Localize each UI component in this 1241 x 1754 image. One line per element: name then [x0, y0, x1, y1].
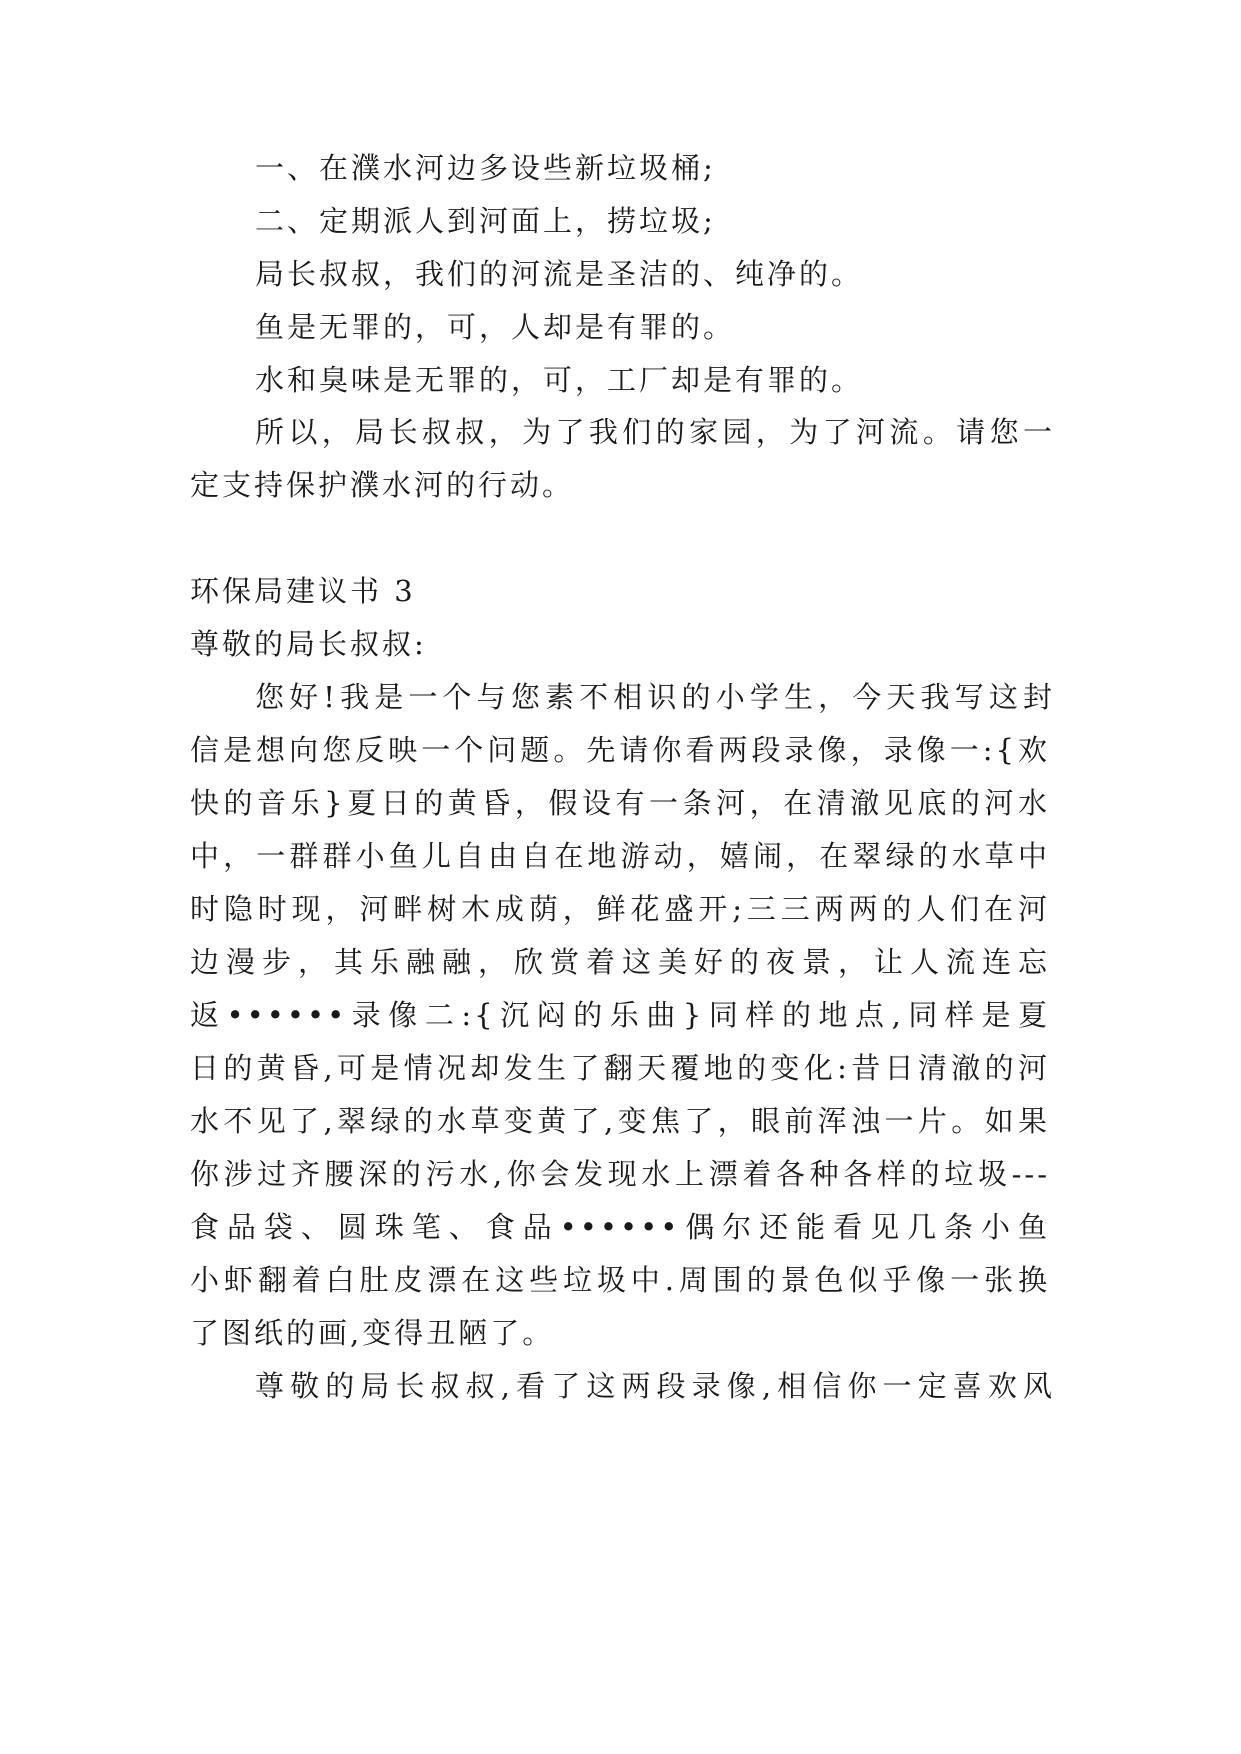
paragraph-fish: 鱼是无罪的，可，人却是有罪的。 [255, 310, 736, 344]
body-line: 返••••••录像二:{沉闷的乐曲}同样的地点,同样是夏 [190, 998, 1050, 1032]
list-item-2: 二、定期派人到河面上，捞垃圾; [255, 204, 716, 238]
last-line: 尊敬的局长叔叔,看了这两段录像,相信你一定喜欢风 [255, 1369, 1055, 1403]
body-line: 日的黄昏,可是情况却发生了翻天覆地的变化:昔日清澈的河 [190, 1051, 1050, 1085]
list-item-1: 一、在濮水河边多设些新垃圾桶; [255, 151, 716, 185]
body-line: 边漫步，其乐融融，欣赏着这美好的夜景，让人流连忘 [190, 945, 1050, 979]
body-line: 食品袋、圆珠笔、食品••••••偶尔还能看见几条小鱼 [190, 1210, 1050, 1244]
paragraph-river: 局长叔叔，我们的河流是圣洁的、纯净的。 [255, 257, 864, 291]
body-line: 中，一群群小鱼儿自由自在地游动，嬉闹，在翠绿的水草中 [190, 839, 1050, 873]
body-line: 小虾翻着白肚皮漂在这些垃圾中.周围的景色似乎像一张换 [190, 1263, 1050, 1297]
salutation: 尊敬的局长叔叔: [190, 627, 427, 661]
closing-line-1: 所以，局长叔叔，为了我们的家园，为了河流。请您一 [255, 415, 1055, 449]
body-line: 信是想向您反映一个问题。先请你看两段录像，录像一:{欢 [190, 733, 1050, 767]
body-line: 了图纸的画,变得丑陋了。 [190, 1316, 555, 1350]
closing-line-2: 定支持保护濮水河的行动。 [190, 468, 575, 502]
body-line: 水不见了,翠绿的水草变黄了,变焦了，眼前浑浊一片。如果 [190, 1104, 1050, 1138]
body-line: 快的音乐}夏日的黄昏，假设有一条河，在清澈见底的河水 [190, 786, 1050, 820]
body-line: 你涉过齐腰深的污水,你会发现水上漂着各种各样的垃圾--- [190, 1157, 1050, 1191]
body-line: 时隐时现，河畔树木成荫，鲜花盛开;三三两两的人们在河 [190, 892, 1050, 926]
body-line: 您好!我是一个与您素不相识的小学生，今天我写这封 [255, 680, 1055, 714]
paragraph-water: 水和臭味是无罪的，可，工厂却是有罪的。 [255, 363, 864, 397]
section-title: 环保局建议书 3 [190, 574, 416, 608]
